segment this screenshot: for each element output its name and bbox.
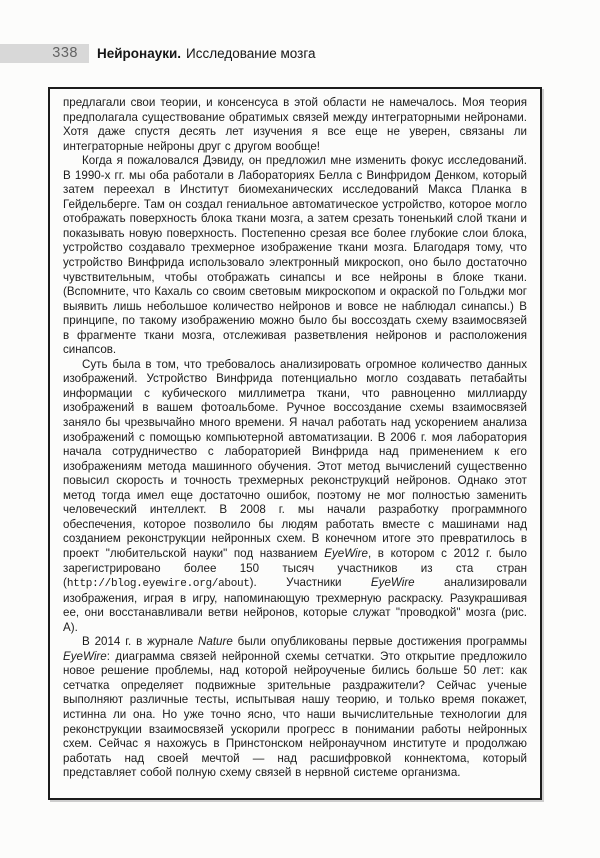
running-head (97, 46, 315, 61)
box-paragraphs (63, 96, 527, 781)
paragraph: Суть была в том, что требовалось анализировать огромное количество данных изображений. Устройство Винфрида потенциально могло создавать петабайты информации с кубического миллиметра ткани, что равноценно миллиарду изображений в вашем фотоальбоме. Ручное воссоздание схемы взаимосвязей заняло бы чрезвычайно много времени. Я начал работать над ускорением анализа изображений с помощью компьютерной автоматизации. В 2006 г. моя лаборатория начала сотрудничество с лабораторией Винфрида над применением к его изображениям метода машинного обучения. Этот метод вычислений существенно повысил скорость и точность трехмерных реконструкций нейронов. Однако этот метод тогда имел еще достаточно ошибок, поэтому не мог полностью заменить человеческий интеллект. В 2008 г. мы начали разработку программного обеспечения, которое позволило бы людям работать вместе с машинами над созданием реконструкции нейронных схем. В конечном итоге это превратилось в проект "любительской науки" под названием EyeWire, в котором с 2012 г. было зарегистрировано более 150 тысяч участников из ста стран (http://blog.eyewire.org/about). Участники EyeWire анализировали изображения, играя в игру, напоминающую трехмерную раскраску. Разукрашивая ее, они восстанавливали ветви нейронов, которые служат "проводкой" мозга (рис. А). (63, 357, 527, 634)
paragraph: В 2014 г. в журнале Nature были опубликованы первые достижения программы EyeWire: диаграмма связей нейронной схемы сетчатки. Это открытие предложило новое решение проблемы, над которой нейроученые бились больше 50 лет: как сетчатка определяет подвижные зрительные раздражители? Сейчас ученые выполняют различные тесты, испытывая нашу теорию, и только время покажет, истинна ли она. Но уже точно ясно, что наши вычислительные технологии для реконструкции взаимосвязей ускорили прогресс в понимании работы нейронных схем. Сейчас я нахожусь в Принстонском нейронаучном институте и продолжаю работать над своей мечтой — над расшифровкой коннектома, который представляет собой полную схему связей в нервной системе организма. (63, 635, 527, 780)
paragraph: предлагали свои теории, и консенсуса в этой области не намечалось. Моя теория предполагала существование обратимых связей между интеграторными нейронами. Хотя даже спустя десять лет изучения я все еще не уверен, связаны ли интеграторные нейроны друг с другом вообще! (63, 96, 527, 153)
content-box (48, 87, 542, 800)
running-head-chapter-title: Исследование мозга (186, 46, 316, 61)
page-number: 338 (52, 45, 78, 61)
page-number-bar (0, 44, 89, 63)
running-head-book-title: Нейронауки. (97, 46, 182, 61)
paragraph: Когда я пожаловался Дэвиду, он предложил мне изменить фокус исследований. В 1990-х гг. мы оба работали в Лабораториях Белла с Винфридом Денком, который затем переехал в Институт биомеханических исследований Макса Планка в Гейдельберге. Там он создал гениальное автоматическое устройство, которое могло отображать поверхность блока ткани мозга, а затем срезать тоненький слой ткани и показывать новую поверхность. Постепенно срезая все более глубокие слои блока, устройство создавало трехмерное изображение ткани мозга. Благодаря тому, что устройство Винфрида использовало электронный микроскоп, оно было достаточно чувствительным, чтобы отображать синапсы и все нейроны в блоке ткани. (Вспомните, что Кахаль со своим световым микроскопом и окраской по Гольджи мог выявить лишь небольшое количество нейронов и вовсе не наблюдал синапсы.) В принципе, по такому изображению можно было бы воссоздать схему взаимосвязей в фрагменте ткани мозга, отслеживая разветвления нейронов и расположения синапсов. (63, 154, 527, 357)
